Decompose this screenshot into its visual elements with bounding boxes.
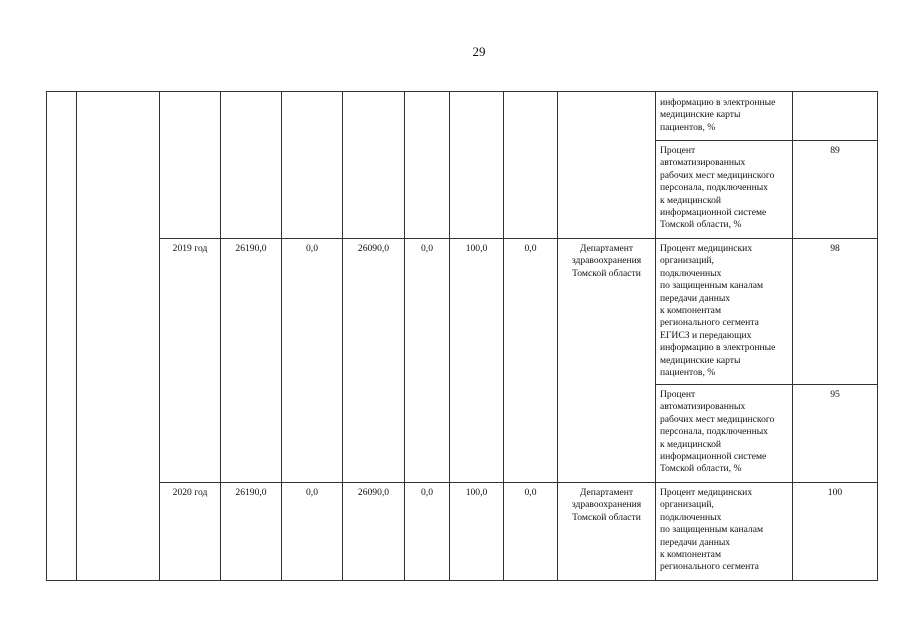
- department-cell: [558, 483, 656, 581]
- indicator-text-line: информацию в электронные: [660, 97, 776, 108]
- other-cell: [504, 92, 558, 239]
- indicator-text-line: организаций,: [660, 499, 714, 511]
- local-budget-cell: 0,0: [405, 483, 450, 581]
- indicator-cell: [656, 483, 793, 581]
- page-number: 29: [472, 44, 486, 59]
- indicator-value-cell: 95: [793, 385, 878, 483]
- indicator-text-line: персонала, подключенных: [660, 182, 768, 194]
- department-cell: [558, 92, 656, 239]
- indicator-text-line: пациентов, %: [660, 121, 716, 133]
- extra-budget-cell: [450, 92, 504, 239]
- indicator-text-line: к медицинской: [660, 438, 722, 450]
- federal-budget-cell: 0,0: [282, 483, 343, 581]
- year-cell: 2019 год: [160, 239, 221, 483]
- table-row: [47, 92, 878, 141]
- indicator-text-line: Томской области, %: [660, 219, 742, 231]
- indicator-text-line: Процент: [660, 145, 696, 156]
- indicator-value-cell: 89: [793, 141, 878, 239]
- year-cell: [160, 92, 221, 239]
- department-text-line: Томской области: [572, 511, 641, 523]
- indicator-text-line: передачи данных: [660, 536, 731, 548]
- indicator-text-line: по защищенным каналам: [660, 280, 764, 292]
- regional-budget-cell: [343, 92, 405, 239]
- table-row: [47, 483, 878, 581]
- extra-budget-cell: 100,0: [450, 239, 504, 483]
- regional-budget-cell: 26090,0: [343, 239, 405, 483]
- indicator-text-line: Томской области, %: [660, 463, 742, 475]
- total-cell: 26190,0: [221, 239, 282, 483]
- indicator-text-line: по защищенным каналам: [660, 524, 764, 536]
- total-cell: 26190,0: [221, 483, 282, 581]
- indicator-text-line: медицинские карты: [660, 354, 741, 366]
- indicator-cell: [656, 385, 793, 483]
- row-number-cell: [47, 92, 77, 581]
- indicator-text-line: Процент медицинских: [660, 243, 753, 254]
- indicator-cell: [656, 141, 793, 239]
- indicator-text-line: медицинские карты: [660, 109, 741, 121]
- indicator-text-line: персонала, подключенных: [660, 426, 768, 438]
- indicator-text-line: регионального сегмента: [660, 317, 759, 329]
- other-cell: 0,0: [504, 239, 558, 483]
- regional-budget-cell: 26090,0: [343, 483, 405, 581]
- indicator-text-line: рабочих мест медицинского: [660, 413, 775, 425]
- federal-budget-cell: [282, 92, 343, 239]
- federal-budget-cell: 0,0: [282, 239, 343, 483]
- indicator-value-cell: 100: [793, 483, 878, 581]
- indicator-cell: [656, 92, 793, 141]
- indicator-text-line: Процент медицинских: [660, 487, 753, 498]
- indicator-text-line: информационной системе: [660, 451, 767, 463]
- indicator-text-line: передачи данных: [660, 292, 731, 304]
- department-cell: [558, 239, 656, 483]
- indicator-value-cell: 98: [793, 239, 878, 385]
- extra-budget-cell: 100,0: [450, 483, 504, 581]
- other-cell: 0,0: [504, 483, 558, 581]
- indicator-text-line: автоматизированных: [660, 157, 746, 169]
- indicator-text-line: организаций,: [660, 255, 714, 267]
- indicators-table: [46, 91, 878, 581]
- year-cell: 2020 год: [160, 483, 221, 581]
- indicator-text-line: пациентов, %: [660, 367, 716, 379]
- department-text-line: Департамент: [579, 487, 634, 498]
- indicator-text-line: автоматизированных: [660, 401, 746, 413]
- indicator-text-line: информацию в электронные: [660, 342, 776, 354]
- indicator-text-line: к компонентам: [660, 305, 722, 317]
- indicator-text-line: регионального сегмента: [660, 561, 759, 573]
- local-budget-cell: 0,0: [405, 239, 450, 483]
- department-text-line: Департамент: [579, 243, 634, 254]
- department-text-line: Томской области: [572, 267, 641, 279]
- department-text-line: здравоохранения: [571, 499, 642, 511]
- department-text-line: здравоохранения: [571, 255, 642, 267]
- indicator-text-line: к компонентам: [660, 549, 722, 561]
- indicator-text-line: к медицинской: [660, 194, 722, 206]
- indicator-text-line: подключенных: [660, 267, 722, 279]
- local-budget-cell: [405, 92, 450, 239]
- indicator-text-line: Процент: [660, 389, 696, 400]
- indicator-text-line: информационной системе: [660, 207, 767, 219]
- table-row: [47, 239, 878, 385]
- indicator-cell: [656, 239, 793, 385]
- indicator-text-line: рабочих мест медицинского: [660, 169, 775, 181]
- indicator-text-line: подключенных: [660, 511, 722, 523]
- indicator-text-line: ЕГИСЗ и передающих: [660, 329, 752, 341]
- activity-name-cell: [77, 92, 160, 581]
- indicator-value-cell: [793, 92, 878, 141]
- total-cell: [221, 92, 282, 239]
